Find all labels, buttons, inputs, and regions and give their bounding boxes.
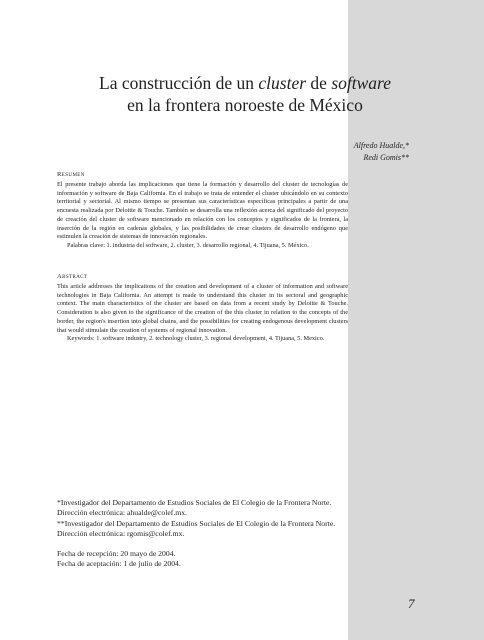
resumen-heading: Resumen <box>57 171 85 178</box>
title-line-1 <box>60 72 430 94</box>
abstract-heading: Abstract <box>57 273 88 280</box>
title-line-2: en la frontera noroeste de México <box>127 95 363 115</box>
footnote-2: **Investigador del Departamento de Estudios Sociales de El Colegio de la Frontera Norte. Dirección electrónica: rgomis@colef.mx. <box>57 518 336 538</box>
author-1: Alfredo Hualde,* <box>353 141 409 150</box>
date-accepted: Fecha de aceptación: 1 de julio de 2004. <box>57 559 181 569</box>
title-text: La construcción de un <box>99 73 259 93</box>
title-italic-word: cluster <box>258 73 307 93</box>
abstract-body <box>57 283 348 344</box>
title-italic-word: software <box>331 73 391 93</box>
submission-dates <box>57 549 352 570</box>
abstract-keywords: Keywords: 1. software industry, 2. technology cluster, 3. regional development, 4. Tijuana, 5. Mexico. <box>67 335 325 343</box>
resumen-keywords: Palabras clave: 1. industria del software, 2. cluster, 3. desarrollo regional, 4. Tijuana, 5. México. <box>67 241 309 249</box>
article-title <box>60 72 430 116</box>
resumen-text: El presente trabajo aborda las implicaciones que tiene la formación y desarrollo del cluster de tecnologías de información y software de Baja California. En el trabajo se trata de entender el cluster ubicándolo en su contexto territorial y sectorial. Al mismo tiempo se presentan sus características específicas principales a partir de una encuesta realizada por Deloitte & Touche. También se desarrolla una reflexión acerca del significado del proyecto de creación del cluster de software mencionado en relación con los conceptos y significados de la frontera, la inserción de la región en cadenas globales, y las posibilidades de crear clusters de desarrollo endógeno que estimulen la creación de sistemas de innovación regionales. <box>57 181 348 241</box>
abstract-text: This article addresses the implications of the creation and development of a cluster of information and software technologies in Baja California. An attempt is made to understand this cluster in its sectoral and geographic context. The main characteristics of the cluster are based on data from a recent study by Deloitte & Touche. Consideration is also given to the significance of the creation of the this cluster in relation to the concepts of the border, the region's insertion into global chains, and the possibilities for creating endogenous development clusters that would stimulate the creation of systems of regional innovation. <box>57 283 348 334</box>
footnote-1: *Investigador del Departamento de Estudios Sociales de El Colegio de la Frontera Norte. Dirección electrónica: ahualde@colef.mx. <box>57 498 332 518</box>
page-number: 7 <box>408 596 415 611</box>
footnotes <box>57 498 352 539</box>
title-text: de <box>306 73 332 93</box>
resumen-body <box>57 181 348 251</box>
authors <box>354 140 409 164</box>
author-2: Redi Gomis** <box>363 153 409 162</box>
date-received: Fecha de recepción: 20 mayo de 2004. <box>57 549 176 558</box>
